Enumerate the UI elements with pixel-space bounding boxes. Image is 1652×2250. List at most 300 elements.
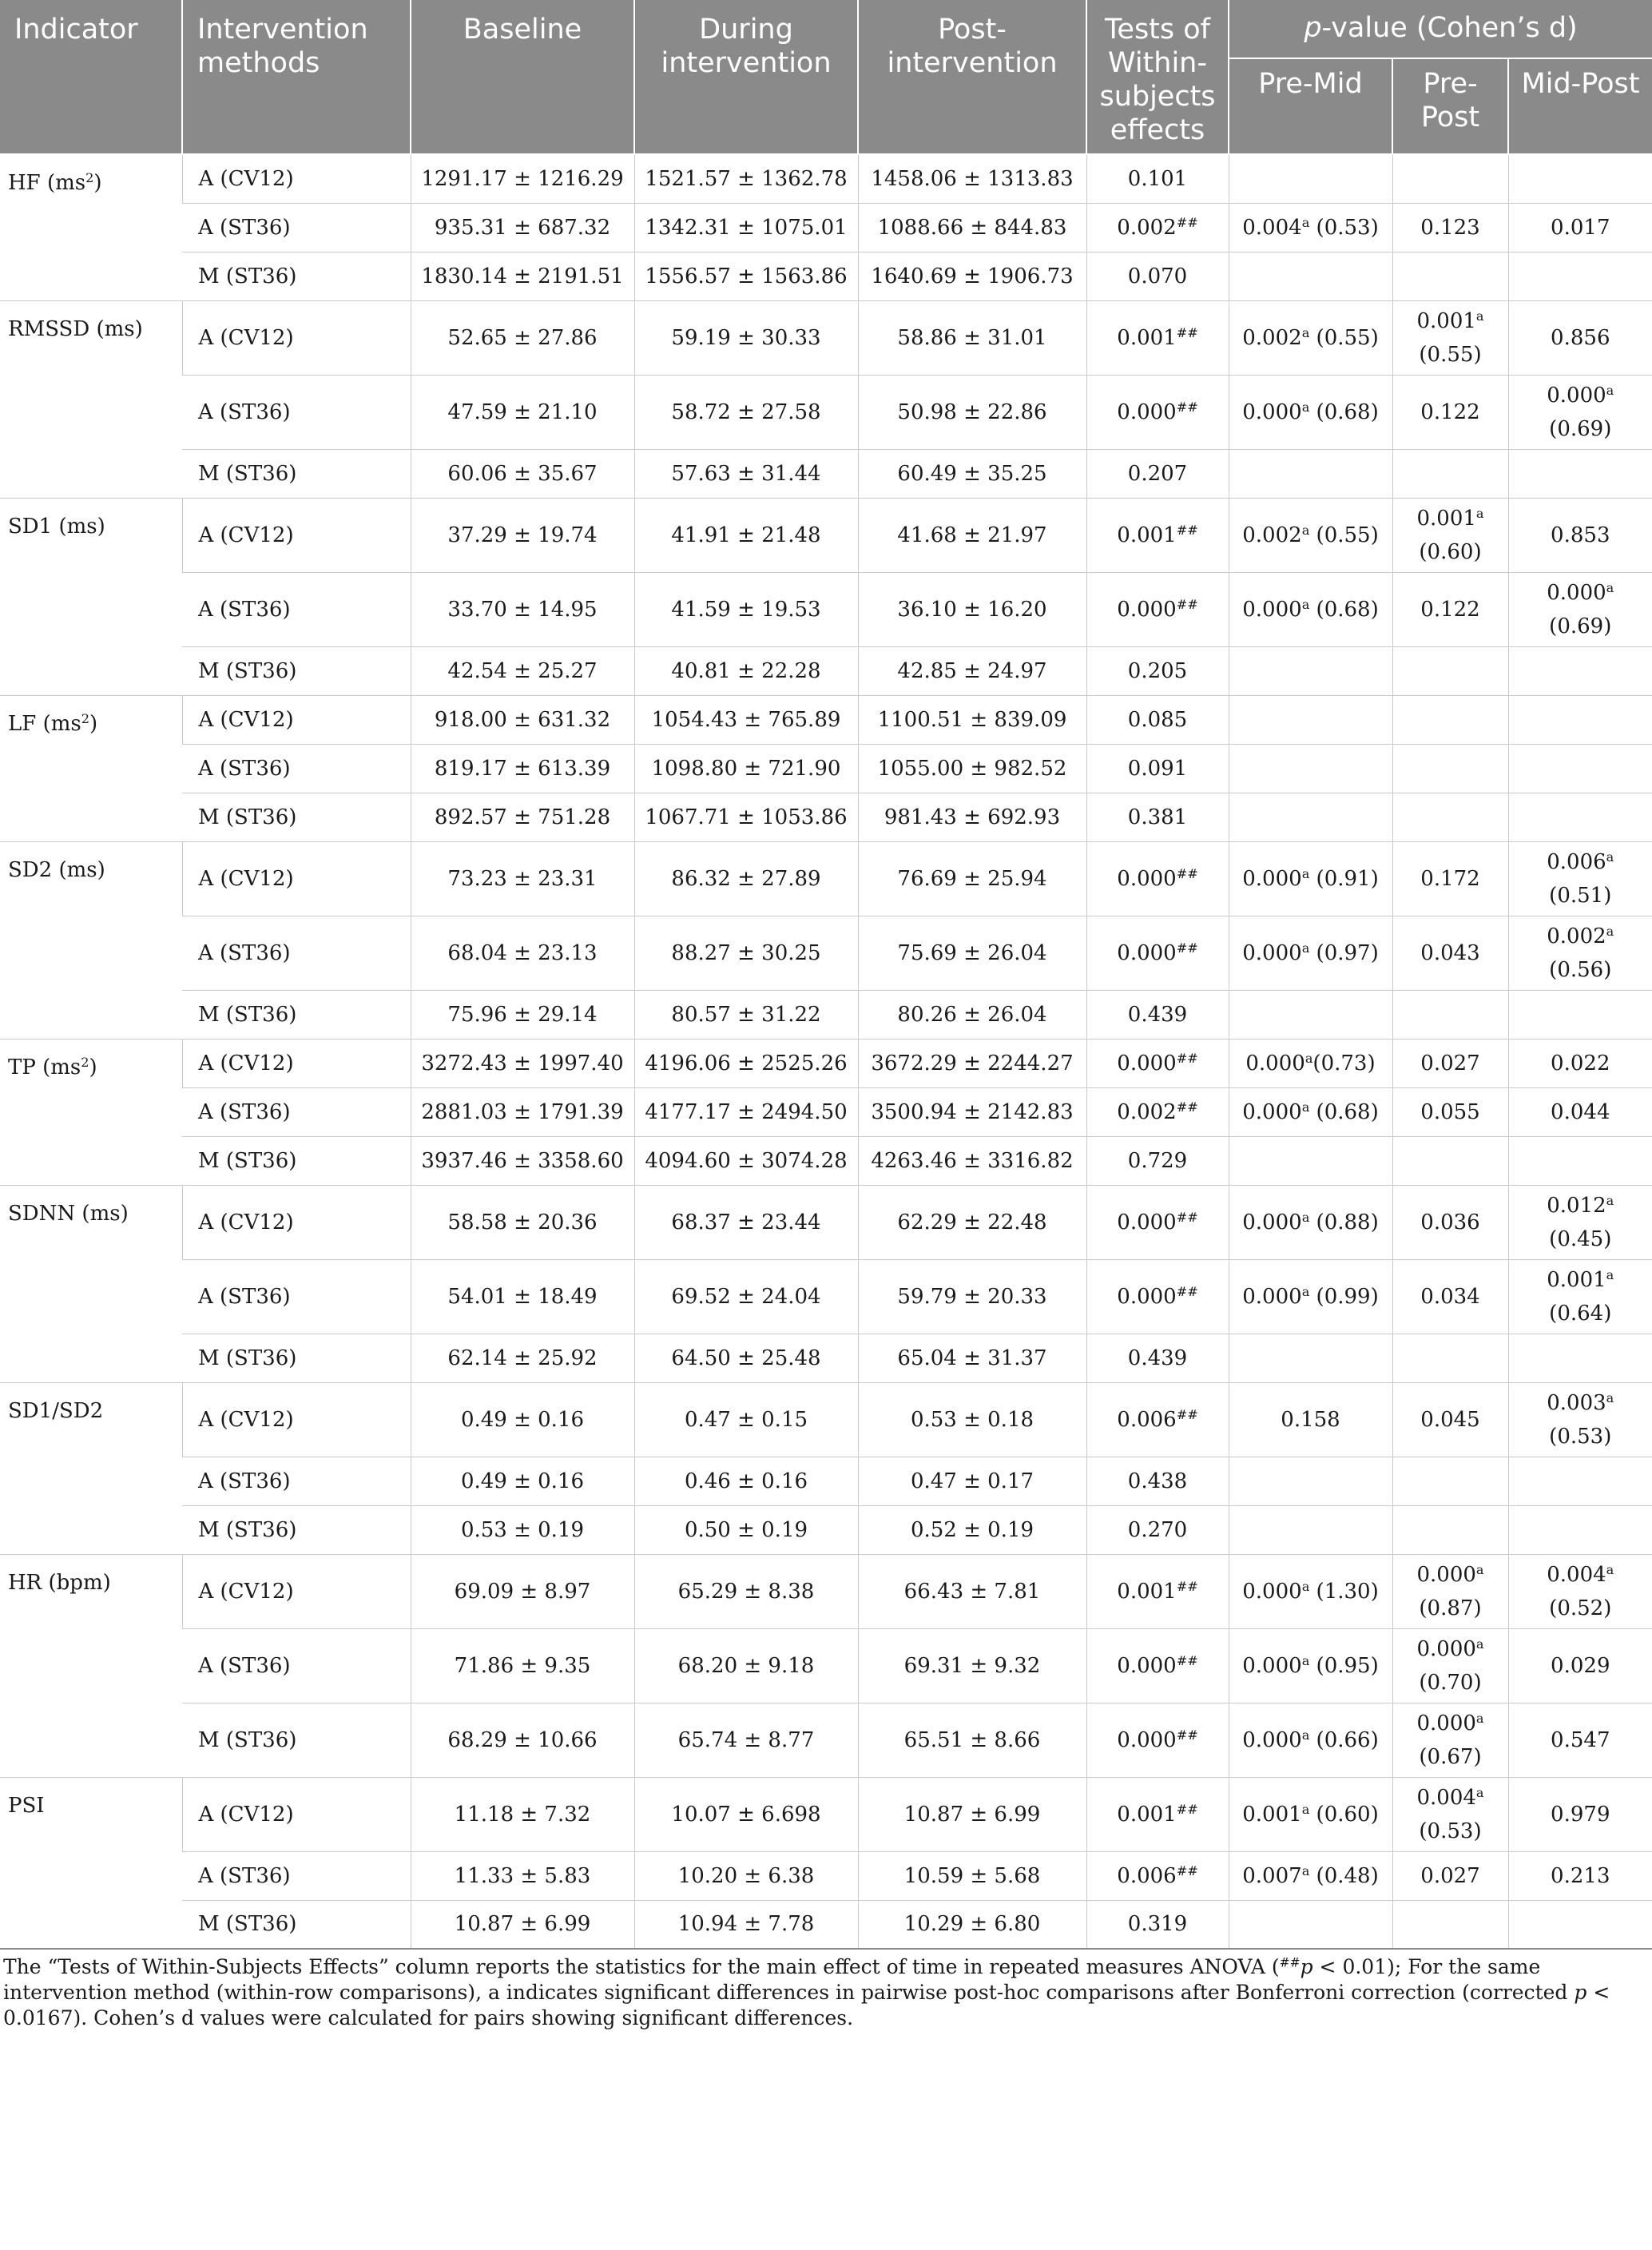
pre-mid-cell (1229, 1777, 1392, 1851)
baseline-cell: 75.96 ± 29.14 (411, 990, 634, 1039)
indicator-superscript: 2 (81, 1054, 89, 1070)
pre-post-cell (1392, 1554, 1508, 1628)
tests-cell (1086, 1703, 1229, 1777)
tests-value: 0.002 (1117, 1099, 1177, 1124)
mid_post-value (1551, 1728, 1610, 1752)
tests-superscript: ## (1176, 1099, 1198, 1115)
mid_post-p: 0.000 (1547, 383, 1606, 407)
table-row (0, 793, 1652, 841)
tests-superscript: ## (1176, 1801, 1198, 1817)
pre-mid-cell (1229, 916, 1392, 990)
pre_post-p: 0.172 (1420, 866, 1480, 891)
header-row-1 (0, 0, 1652, 58)
pre_post-value (1420, 867, 1479, 891)
col-header-baseline: Baseline (411, 0, 634, 154)
tests-value: 0.000 (1117, 866, 1177, 891)
tests-value: 0.205 (1127, 658, 1188, 683)
mid_post-value (1547, 1563, 1614, 1587)
pre-post-cell (1392, 1457, 1508, 1505)
method-cell: M (ST36) (182, 646, 411, 695)
mid_post-value (1551, 326, 1610, 350)
mid_post-p: 0.044 (1551, 1099, 1610, 1124)
mid-post-cell (1508, 1334, 1652, 1382)
col-header-mid-post: Mid-Post (1508, 58, 1652, 154)
pre-mid-cell (1229, 1900, 1392, 1949)
method-cell: A (ST36) (182, 203, 411, 252)
table-row (0, 375, 1652, 449)
tests-value: 0.000 (1117, 400, 1177, 424)
indicator-label: PSI (8, 1793, 45, 1818)
pre_mid-superscript: a (1301, 1862, 1310, 1878)
pre-mid-cell (1229, 695, 1392, 744)
pre_post-value (1416, 309, 1483, 333)
tests-cell (1086, 1185, 1229, 1259)
mid-post-cell (1508, 252, 1652, 300)
pre-mid-cell (1229, 449, 1392, 498)
pre_post-superscript: a (1475, 1710, 1484, 1726)
tests-value: 0.438 (1127, 1469, 1188, 1493)
indicator-label: SD1 (ms) (8, 514, 105, 539)
pre-post-cell (1392, 1851, 1508, 1900)
pre_mid-superscript: a (1301, 1578, 1310, 1594)
mid-post-cell (1508, 1900, 1652, 1949)
pre_post-superscript: a (1475, 1561, 1484, 1577)
indicator-suffix: ) (93, 171, 102, 195)
pre-post-cell (1392, 375, 1508, 449)
method-cell: A (ST36) (182, 375, 411, 449)
pre_post-value (1416, 1563, 1483, 1587)
pre_mid-p: 0.001 (1242, 1802, 1302, 1827)
mid_post-p: 0.017 (1551, 215, 1610, 240)
tests-cell (1086, 744, 1229, 793)
baseline-cell: 0.53 ± 0.19 (411, 1505, 634, 1554)
post-cell: 1640.69 ± 1906.73 (858, 252, 1086, 300)
mid_post-value (1551, 1864, 1610, 1888)
pre-post-cell (1392, 252, 1508, 300)
pre_post-value (1416, 1711, 1483, 1735)
pre-post-cell (1392, 154, 1508, 203)
method-cell: A (ST36) (182, 916, 411, 990)
tests-value: 0.207 (1127, 461, 1188, 486)
mid_post-cohens-d: (0.53) (1549, 1424, 1612, 1449)
pre_mid-superscript: a (1301, 522, 1310, 538)
pvalue-rest: -value (Cohen’s d) (1321, 12, 1578, 44)
pre-post-cell (1392, 300, 1508, 375)
pre_mid-p: 0.000 (1242, 1099, 1302, 1124)
tests-cell (1086, 1505, 1229, 1554)
pre-post-cell (1392, 572, 1508, 646)
method-cell: M (ST36) (182, 990, 411, 1039)
post-cell: 75.69 ± 26.04 (858, 916, 1086, 990)
method-cell: A (CV12) (182, 1185, 411, 1259)
mid_post-value (1547, 1268, 1614, 1292)
pre_mid-superscript: a (1301, 596, 1310, 612)
pre_post-p: 0.036 (1420, 1210, 1480, 1234)
tests-superscript: ## (1176, 596, 1198, 612)
baseline-cell: 60.06 ± 35.67 (411, 449, 634, 498)
pre_mid-value (1242, 1210, 1309, 1234)
table-row (0, 1851, 1652, 1900)
pre_post-value (1420, 1051, 1479, 1075)
pre-post-cell (1392, 449, 1508, 498)
during-cell: 10.20 ± 6.38 (634, 1851, 858, 1900)
during-cell: 41.59 ± 19.53 (634, 572, 858, 646)
tests-value: 0.000 (1117, 940, 1177, 965)
table-row (0, 1334, 1652, 1382)
pre_mid-superscript: a (1301, 1652, 1310, 1668)
during-cell: 1054.43 ± 765.89 (634, 695, 858, 744)
method-cell: M (ST36) (182, 1505, 411, 1554)
baseline-cell: 42.54 ± 25.27 (411, 646, 634, 695)
tests-cell (1086, 841, 1229, 916)
indicator-label: HR (bpm) (8, 1570, 111, 1595)
tests-superscript: ## (1176, 1283, 1198, 1299)
post-cell: 0.52 ± 0.19 (858, 1505, 1086, 1554)
mid-post-cell (1508, 793, 1652, 841)
mid-post-cell (1508, 203, 1652, 252)
mid_post-superscript: a (1606, 1192, 1614, 1208)
tests-cell (1086, 1136, 1229, 1185)
table-row (0, 646, 1652, 695)
tests-superscript: ## (1176, 940, 1198, 956)
tests-value: 0.091 (1127, 756, 1188, 781)
tests-cell (1086, 646, 1229, 695)
mid-post-cell (1508, 449, 1652, 498)
pre-mid-cell (1229, 1554, 1392, 1628)
pre_post-value (1420, 1100, 1479, 1124)
pre_post-p: 0.000 (1416, 1636, 1476, 1661)
table-row (0, 1505, 1652, 1554)
table-row (0, 154, 1652, 203)
pre_mid-cohens-d: (0.48) (1309, 1863, 1379, 1888)
mid_post-p: 0.003 (1547, 1390, 1606, 1415)
pre_mid-superscript: a (1301, 1283, 1310, 1299)
mid_post-value (1551, 1654, 1610, 1678)
pre_mid-cohens-d: (0.68) (1309, 1099, 1379, 1124)
tests-value: 0.070 (1127, 264, 1188, 288)
baseline-cell: 33.70 ± 14.95 (411, 572, 634, 646)
method-cell: A (CV12) (182, 1039, 411, 1087)
pre_post-superscript: a (1475, 1636, 1484, 1652)
tests-value: 0.000 (1117, 1051, 1177, 1075)
tests-superscript: ## (1176, 1727, 1198, 1743)
method-cell: A (CV12) (182, 498, 411, 572)
baseline-cell: 0.49 ± 0.16 (411, 1382, 634, 1457)
pre_mid-p: 0.000 (1242, 400, 1302, 424)
during-cell: 0.47 ± 0.15 (634, 1382, 858, 1457)
method-cell: M (ST36) (182, 1334, 411, 1382)
pvalue-italic-p: p (1304, 12, 1322, 44)
mid_post-cohens-d: (0.56) (1549, 957, 1612, 982)
during-cell: 40.81 ± 22.28 (634, 646, 858, 695)
mid_post-value (1547, 581, 1614, 605)
pre-mid-cell (1229, 498, 1392, 572)
method-cell: A (ST36) (182, 1087, 411, 1136)
baseline-cell: 37.29 ± 19.74 (411, 498, 634, 572)
pre_post-p: 0.034 (1420, 1284, 1480, 1309)
pre-mid-cell (1229, 1136, 1392, 1185)
pre-post-cell (1392, 1382, 1508, 1457)
during-cell: 4177.17 ± 2494.50 (634, 1087, 858, 1136)
indicator-superscript: 2 (85, 170, 94, 186)
baseline-cell: 11.33 ± 5.83 (411, 1851, 634, 1900)
mid_post-p: 0.000 (1547, 580, 1606, 605)
mid_post-value (1551, 1051, 1610, 1075)
baseline-cell: 3272.43 ± 1997.40 (411, 1039, 634, 1087)
post-cell: 3672.29 ± 2244.27 (858, 1039, 1086, 1087)
mid_post-superscript: a (1606, 849, 1614, 865)
pre-mid-cell (1229, 300, 1392, 375)
tests-value: 0.001 (1117, 1802, 1177, 1827)
mid_post-value (1551, 216, 1610, 240)
post-cell: 10.87 ± 6.99 (858, 1777, 1086, 1851)
indicator-label: LF (ms (8, 711, 81, 736)
table-row (0, 1777, 1652, 1851)
pre_post-cohens-d: (0.70) (1419, 1670, 1482, 1695)
mid_post-cohens-d: (0.64) (1549, 1301, 1612, 1326)
tests-value: 0.439 (1127, 1346, 1188, 1370)
table-row (0, 252, 1652, 300)
pre_mid-superscript: a (1301, 1727, 1310, 1743)
baseline-cell: 3937.46 ± 3358.60 (411, 1136, 634, 1185)
post-cell: 3500.94 ± 2142.83 (858, 1087, 1086, 1136)
tests-cell (1086, 1628, 1229, 1703)
mid-post-cell (1508, 572, 1652, 646)
pre_mid-value (1245, 1051, 1312, 1075)
mid_post-p: 0.856 (1551, 325, 1610, 350)
pre_mid-cohens-d: (0.73) (1312, 1051, 1376, 1075)
pre_mid-p: 0.000 (1242, 597, 1302, 622)
pre_post-value (1420, 1210, 1479, 1234)
during-cell: 88.27 ± 30.25 (634, 916, 858, 990)
table-row (0, 1628, 1652, 1703)
pre-post-cell (1392, 646, 1508, 695)
pre-post-cell (1392, 1900, 1508, 1949)
pre_mid-value (1242, 523, 1309, 547)
pre-mid-cell (1229, 1185, 1392, 1259)
pre_mid-cohens-d: (0.66) (1309, 1727, 1379, 1752)
baseline-cell: 73.23 ± 23.31 (411, 841, 634, 916)
pre_post-p: 0.001 (1416, 506, 1476, 531)
pre_mid-superscript: a (1301, 940, 1310, 956)
pre-post-cell (1392, 1185, 1508, 1259)
mid-post-cell (1508, 646, 1652, 695)
table-row (0, 1900, 1652, 1949)
tests-cell (1086, 572, 1229, 646)
pre-mid-cell (1229, 572, 1392, 646)
post-cell: 58.86 ± 31.01 (858, 300, 1086, 375)
pre-mid-cell (1229, 1505, 1392, 1554)
post-cell: 76.69 ± 25.94 (858, 841, 1086, 916)
table-row (0, 990, 1652, 1039)
pre_mid-p: 0.000 (1242, 1210, 1302, 1234)
col-header-indicator: Indicator (0, 0, 182, 154)
col-header-during: During intervention (634, 0, 858, 154)
baseline-cell: 918.00 ± 631.32 (411, 695, 634, 744)
pre_mid-cohens-d: (1.30) (1309, 1579, 1379, 1604)
mid_post-superscript: a (1606, 923, 1614, 939)
method-cell: A (CV12) (182, 1554, 411, 1628)
pre_mid-cohens-d: (0.68) (1309, 597, 1379, 622)
footnote-row (0, 1949, 1652, 2031)
tests-cell (1086, 1554, 1229, 1628)
table-row (0, 498, 1652, 572)
mid_post-superscript: a (1606, 1266, 1614, 1282)
pre-mid-cell (1229, 154, 1392, 203)
pre-mid-cell (1229, 1851, 1392, 1900)
pre_mid-p: 0.007 (1242, 1863, 1302, 1888)
pre_mid-superscript: a (1301, 1801, 1310, 1817)
baseline-cell: 52.65 ± 27.86 (411, 300, 634, 375)
method-cell: M (ST36) (182, 793, 411, 841)
indicator-label: SD2 (ms) (8, 857, 105, 882)
pre_post-value (1420, 598, 1479, 622)
pre-mid-cell (1229, 1457, 1392, 1505)
indicator-cell (0, 498, 182, 695)
pre_mid-cohens-d: (0.97) (1309, 940, 1379, 965)
during-cell: 0.50 ± 0.19 (634, 1505, 858, 1554)
post-cell: 62.29 ± 22.48 (858, 1185, 1086, 1259)
table-row (0, 1382, 1652, 1457)
mid-post-cell (1508, 1505, 1652, 1554)
col-header-pvalue (1229, 0, 1652, 58)
method-cell: M (ST36) (182, 449, 411, 498)
pre_mid-value (1242, 1728, 1309, 1752)
col-header-post: Post-intervention (858, 0, 1086, 154)
pre-post-cell (1392, 1777, 1508, 1851)
pre_mid-value (1242, 1864, 1309, 1888)
pre-mid-cell (1229, 646, 1392, 695)
during-cell: 1521.57 ± 1362.78 (634, 154, 858, 203)
method-cell: M (ST36) (182, 252, 411, 300)
pre_mid-p: 0.000 (1242, 866, 1302, 891)
col-header-tests: Tests of Within-subjects effects (1086, 0, 1229, 154)
mid-post-cell (1508, 841, 1652, 916)
tests-cell (1086, 1777, 1229, 1851)
during-cell: 1098.80 ± 721.90 (634, 744, 858, 793)
during-cell: 69.52 ± 24.04 (634, 1259, 858, 1334)
method-cell: A (CV12) (182, 841, 411, 916)
mid_post-p: 0.979 (1551, 1802, 1610, 1827)
pre_post-value (1420, 216, 1479, 240)
mid_post-p: 0.029 (1551, 1653, 1610, 1678)
pre_post-superscript: a (1475, 1784, 1484, 1800)
pre_post-p: 0.123 (1420, 215, 1480, 240)
tests-cell (1086, 1851, 1229, 1900)
pre-post-cell (1392, 1259, 1508, 1334)
during-cell: 1067.71 ± 1053.86 (634, 793, 858, 841)
post-cell: 65.04 ± 31.37 (858, 1334, 1086, 1382)
indicator-cell (0, 1554, 182, 1777)
pre-post-cell (1392, 1628, 1508, 1703)
baseline-cell: 68.29 ± 10.66 (411, 1703, 634, 1777)
pre_mid-superscript: a (1301, 1209, 1310, 1225)
pre-mid-cell (1229, 203, 1392, 252)
mid-post-cell (1508, 498, 1652, 572)
tests-cell (1086, 1039, 1229, 1087)
during-cell: 64.50 ± 25.48 (634, 1334, 858, 1382)
pre_mid-value (1242, 1100, 1309, 1124)
method-cell: M (ST36) (182, 1703, 411, 1777)
mid_post-p: 0.004 (1547, 1562, 1606, 1587)
tests-value: 0.001 (1117, 1579, 1177, 1604)
mid_post-superscript: a (1606, 1389, 1614, 1405)
pre_mid-p: 0.002 (1242, 325, 1302, 350)
mid_post-p: 0.547 (1551, 1727, 1610, 1752)
method-cell: A (ST36) (182, 1851, 411, 1900)
during-cell: 65.74 ± 8.77 (634, 1703, 858, 1777)
pre_mid-p: 0.000 (1242, 1653, 1302, 1678)
pre_post-p: 0.043 (1420, 940, 1480, 965)
tests-superscript: ## (1176, 324, 1198, 340)
pre_post-value (1420, 941, 1479, 965)
pre_post-p: 0.027 (1420, 1051, 1480, 1075)
tests-value: 0.002 (1117, 215, 1177, 240)
tests-superscript: ## (1176, 1862, 1198, 1878)
pre_mid-p: 0.000 (1242, 1284, 1302, 1309)
pre_mid-value (1281, 1408, 1340, 1432)
pre_mid-superscript: a (1301, 214, 1310, 230)
pre_mid-cohens-d: (0.95) (1309, 1653, 1379, 1678)
pre_mid-p: 0.002 (1242, 523, 1302, 547)
during-cell: 68.20 ± 9.18 (634, 1628, 858, 1703)
pre_post-p: 0.045 (1420, 1407, 1480, 1432)
baseline-cell: 47.59 ± 21.10 (411, 375, 634, 449)
pre_post-cohens-d: (0.55) (1419, 342, 1482, 367)
pre_mid-superscript: a (1301, 1099, 1310, 1115)
mid-post-cell (1508, 1554, 1652, 1628)
indicator-cell (0, 1185, 182, 1382)
tests-cell (1086, 498, 1229, 572)
pre_post-p: 0.122 (1420, 597, 1480, 622)
mid-post-cell (1508, 1628, 1652, 1703)
during-cell: 58.72 ± 27.58 (634, 375, 858, 449)
pre_mid-value (1242, 867, 1309, 891)
pre_mid-superscript: a (1301, 324, 1310, 340)
during-cell: 10.94 ± 7.78 (634, 1900, 858, 1949)
pre_post-cohens-d: (0.53) (1419, 1819, 1482, 1843)
pre_mid-cohens-d: (0.91) (1309, 866, 1379, 891)
tests-superscript: ## (1176, 1578, 1198, 1594)
pre_mid-cohens-d: (0.55) (1309, 325, 1379, 350)
baseline-cell: 1830.14 ± 2191.51 (411, 252, 634, 300)
mid_post-p: 0.002 (1547, 924, 1606, 948)
mid_post-p: 0.012 (1547, 1193, 1606, 1218)
method-cell: A (CV12) (182, 1777, 411, 1851)
baseline-cell: 58.58 ± 20.36 (411, 1185, 634, 1259)
mid_post-p: 0.853 (1551, 523, 1610, 547)
pre_post-cohens-d: (0.67) (1419, 1744, 1482, 1769)
post-cell: 4263.46 ± 3316.82 (858, 1136, 1086, 1185)
post-cell: 36.10 ± 16.20 (858, 572, 1086, 646)
tests-cell (1086, 1382, 1229, 1457)
tests-value: 0.270 (1127, 1517, 1188, 1542)
pre_post-p: 0.001 (1416, 308, 1476, 333)
table-row (0, 572, 1652, 646)
mid-post-cell (1508, 1777, 1652, 1851)
during-cell: 68.37 ± 23.44 (634, 1185, 858, 1259)
mid-post-cell (1508, 1703, 1652, 1777)
method-cell: M (ST36) (182, 1900, 411, 1949)
during-cell: 4196.06 ± 2525.26 (634, 1039, 858, 1087)
pre_post-p: 0.000 (1416, 1562, 1476, 1587)
tests-cell (1086, 1457, 1229, 1505)
pre_post-superscript: a (1475, 308, 1484, 324)
pre_mid-value (1242, 326, 1309, 350)
post-cell: 1458.06 ± 1313.83 (858, 154, 1086, 203)
pre_mid-superscript: a (1301, 399, 1310, 415)
method-cell: A (ST36) (182, 572, 411, 646)
